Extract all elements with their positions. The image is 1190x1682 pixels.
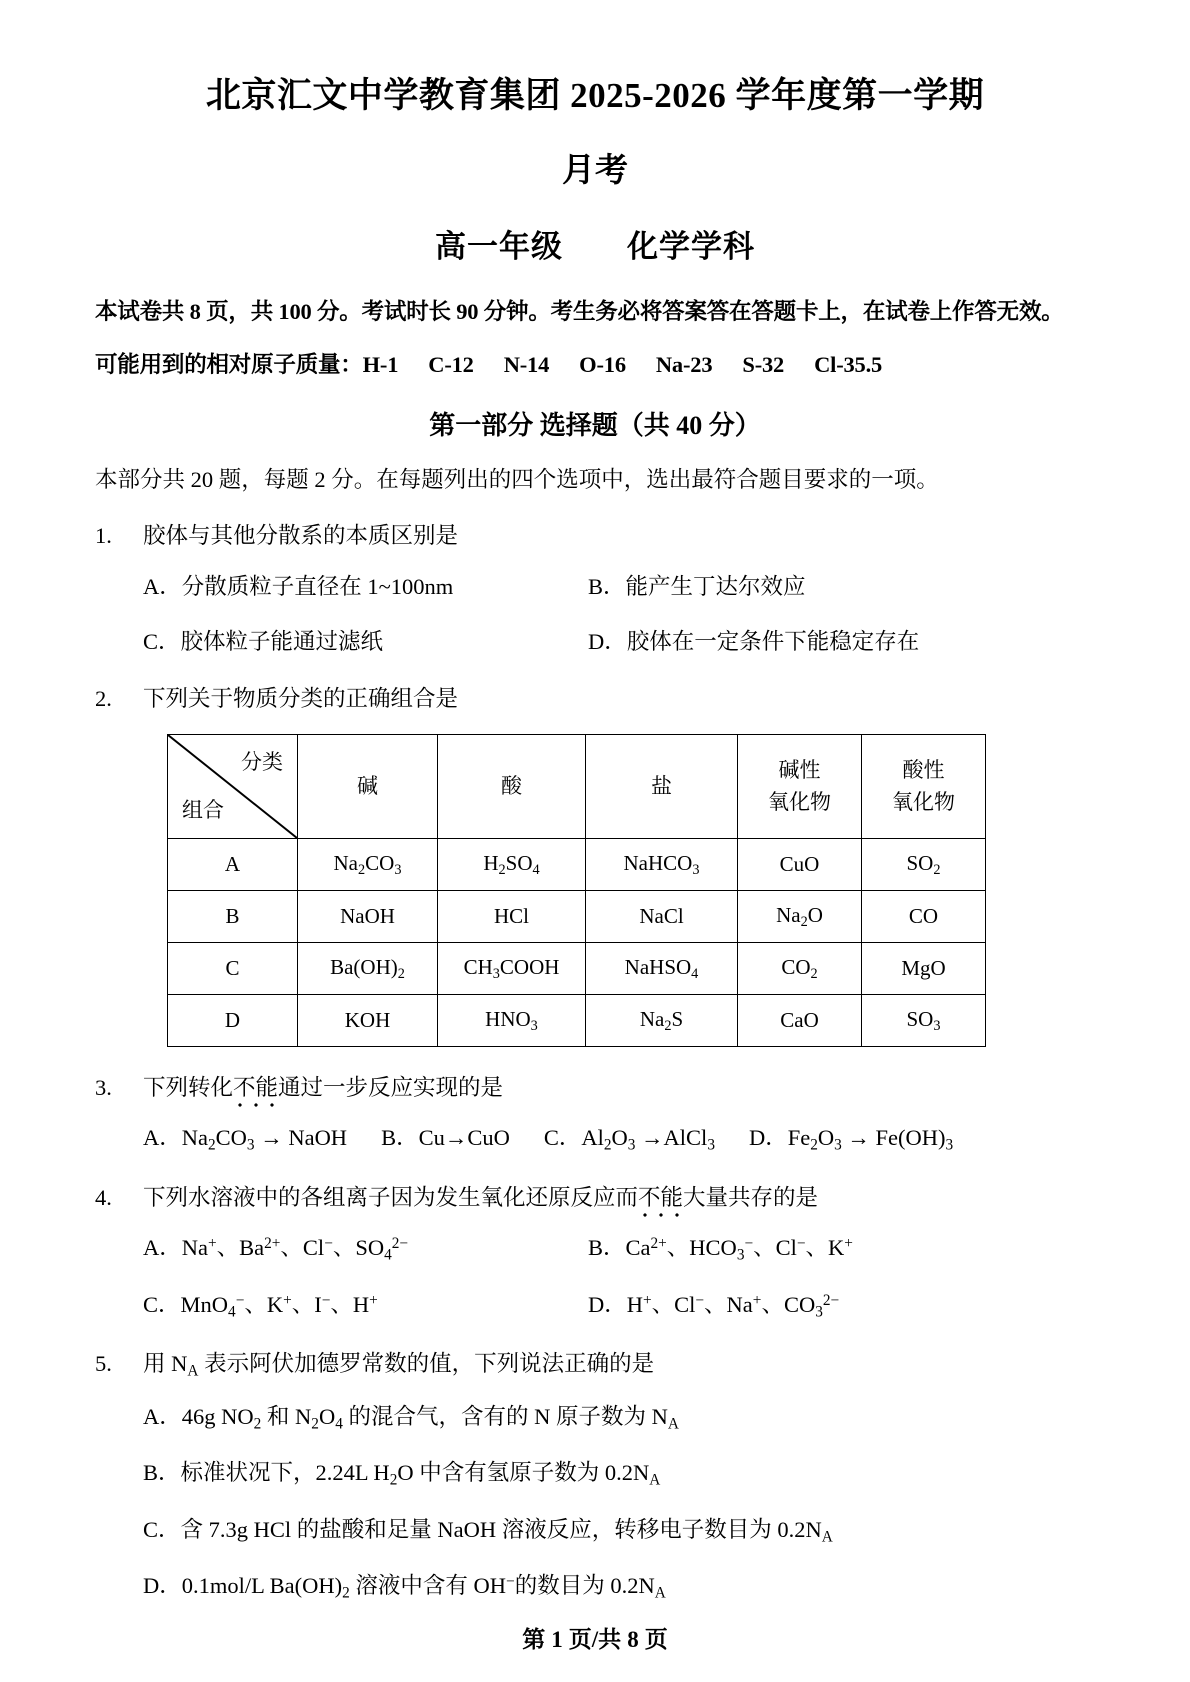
option-a-text: 分散质粒子直径在 1~100nm [181,573,454,599]
row-label-a: A [168,838,298,890]
question-5-option-b[interactable]: B．标准状况下，2.24L $H_2O$ 中含有氢原子数为 $0.2N_A$ [143,1460,661,1489]
question-1-option-a[interactable] [143,571,588,604]
option-b-text: 能产生丁达尔效应 [625,573,806,599]
option-c-text: 胶体粒子能通过滤纸 [180,628,384,654]
cell-b-acid: HCl [438,890,586,942]
page-footer [0,1621,1190,1654]
question-5-options [95,1401,1095,1605]
question-4-option-a[interactable]: A．Na+、$Ba^{2+}$、Cl−、$SO_4^{2-}$ [143,1235,409,1264]
question-3-option-d[interactable]: D．$Fe_2O_3 \to Fe(OH)_3$ [748,1125,954,1154]
question-1-number: 1. [95,523,112,549]
cell-c-acidic-oxide: MgO [862,942,986,994]
table-header-base: 碱 [298,734,438,838]
row-label-b: B [168,890,298,942]
cell-b-base: NaOH [298,890,438,942]
atomic-mass-label: 可能用到的相对原子质量： [95,352,363,378]
option-d-label: D． [588,628,627,654]
question-4-options [95,1232,1095,1323]
part-one-note: 本部分共 20 题，每题 2 分。在每题列出的四个选项中，选出最符合题目要求的一项。 [95,466,939,492]
question-4-option-c[interactable]: C．MnO$_4$−、K+、I−、H+ [143,1291,378,1321]
cell-d-salt: $Na_2S$ [586,994,738,1046]
atomic-mass-o: O-16 [579,352,626,378]
exam-type-title: 月考 [562,152,628,189]
cell-a-base: $Na_2CO_3$ [298,838,438,890]
cell-b-salt: NaCl [586,890,738,942]
option-d-text: 胶体在一定条件下能稳定存在 [626,628,920,654]
cell-b-basic-oxide: $Na_2O$ [738,890,862,942]
question-3-option-a[interactable]: A．$Na_2CO_3$ → NaOH [143,1125,348,1154]
question-4 [95,1182,1095,1324]
page-title: 北京汇文中学教育集团 2025-2026 学年度第一学期 [205,76,985,115]
question-3-options [95,1122,1095,1156]
question-4-option-d[interactable]: D．H+、Cl−、Na+、$CO_3^{2-}$ [588,1291,840,1321]
cell-c-basic-oxide: $CO_2$ [738,942,862,994]
table-row [168,942,986,994]
question-1-option-b[interactable] [588,571,806,604]
emphasis-text: 不能 [638,1184,684,1210]
question-1-stem: 胶体与其他分散系的本质区别是 [143,523,459,549]
table-header-acidic-oxide: 酸性 氧化物 [862,734,986,838]
option-a-label: A． [143,573,182,599]
cell-c-acid: $CH_3COOH$ [438,942,586,994]
atomic-mass-na: Na-23 [655,352,713,378]
table-row [168,994,986,1046]
question-3-option-c[interactable]: C．$Al_2O_3$ →AlCl$_3$ [543,1125,715,1154]
corner-label-combination: 组合 [182,798,224,823]
question-1 [95,520,1095,658]
question-2-stem: 下列关于物质分类的正确组合是 [143,686,459,712]
exam-info-line: 本试卷共 8 页，共 100 分。考试时长 90 分钟。考生务必将答案答在答题卡上，在试卷上作答无效。 [95,298,1064,324]
cell-c-base: $Ba(OH)_2$ [298,942,438,994]
cell-d-basic-oxide: CaO [738,994,862,1046]
emphasis-text: 不能 [233,1074,279,1100]
footer-suffix: 页 [644,1627,668,1652]
footer-total-pages: 8 [627,1627,639,1652]
footer-middle: 页/共 [568,1627,622,1652]
question-1-option-c[interactable] [143,626,588,659]
atomic-mass-h: H-1 [362,352,399,378]
table-header-row [168,734,986,838]
option-b-label: B． [588,573,626,599]
question-5-option-a[interactable]: A．46g $NO_2$ 和 $N_2O_4$ 的混合气，含有的 N 原子数为 $N_A$ [143,1403,679,1433]
atomic-mass-line [95,349,1095,381]
question-4-option-b[interactable]: B．$Ca^{2+}$、$HCO_3^-$、Cl−、K+ [588,1235,853,1264]
question-1-option-d[interactable] [588,626,919,659]
table-corner-cell [168,734,298,838]
question-3-option-b[interactable]: B．Cu→CuO [381,1125,510,1151]
row-label-d: D [168,994,298,1046]
question-5-number: 5. [95,1351,112,1377]
table-row [168,890,986,942]
atomic-mass-cl: Cl-35.5 [814,352,883,378]
cell-a-basic-oxide: CuO [738,838,862,890]
table-header-salt: 盐 [586,734,738,838]
question-3 [95,1072,1095,1157]
atomic-mass-c: C-12 [428,352,474,378]
cell-a-acid: $H_2SO_4$ [438,838,586,890]
question-1-options [95,571,1095,658]
atomic-mass-n: N-14 [503,352,550,378]
footer-prefix: 第 [522,1627,546,1652]
question-5-stem: 用 $N_A$ 表示阿伏加德罗常数的值，下列说法正确的是 [143,1351,655,1380]
cell-d-acidic-oxide: $SO_3$ [862,994,986,1046]
part-one-heading: 第一部分 选择题（共 40 分） [429,410,761,440]
cell-c-salt: NaHSO$_4$ [586,942,738,994]
row-label-c: C [168,942,298,994]
cell-d-base: KOH [298,994,438,1046]
question-4-stem: 下列水溶液中的各组离子因为发生氧化还原反应而不能大量共存的是 [143,1184,819,1210]
question-3-number: 3. [95,1074,112,1100]
question-5-option-c[interactable]: C．含 7.3g HCl 的盐酸和足量 NaOH 溶液反应，转移电子数目为 $0.2N_A$ [143,1516,833,1545]
cell-d-acid: $HNO_3$ [438,994,586,1046]
table-header-acid: 酸 [438,734,586,838]
question-5-option-d[interactable]: D．0.1mol/L $Ba(OH)_2$ 溶液中含有 OH−的数目为 $0.2N_A$ [143,1573,666,1602]
question-4-number: 4. [95,1184,112,1210]
classification-table [167,734,986,1047]
atomic-mass-s: S-32 [742,352,785,378]
grade-subject-title: 高一年级 化学学科 [435,228,755,264]
question-2-number: 2. [95,686,112,712]
table-header-basic-oxide: 碱性 氧化物 [738,734,862,838]
table-row [168,838,986,890]
cell-b-acidic-oxide: CO [862,890,986,942]
cell-a-salt: NaHCO$_3$ [586,838,738,890]
question-2 [95,683,1095,1047]
cell-a-acidic-oxide: $SO_2$ [862,838,986,890]
corner-label-category: 分类 [241,749,283,774]
footer-current-page: 1 [551,1627,563,1652]
option-c-label: C． [143,628,181,654]
question-5 [95,1348,1095,1604]
question-3-stem: 下列转化不能通过一步反应实现的是 [143,1074,504,1100]
